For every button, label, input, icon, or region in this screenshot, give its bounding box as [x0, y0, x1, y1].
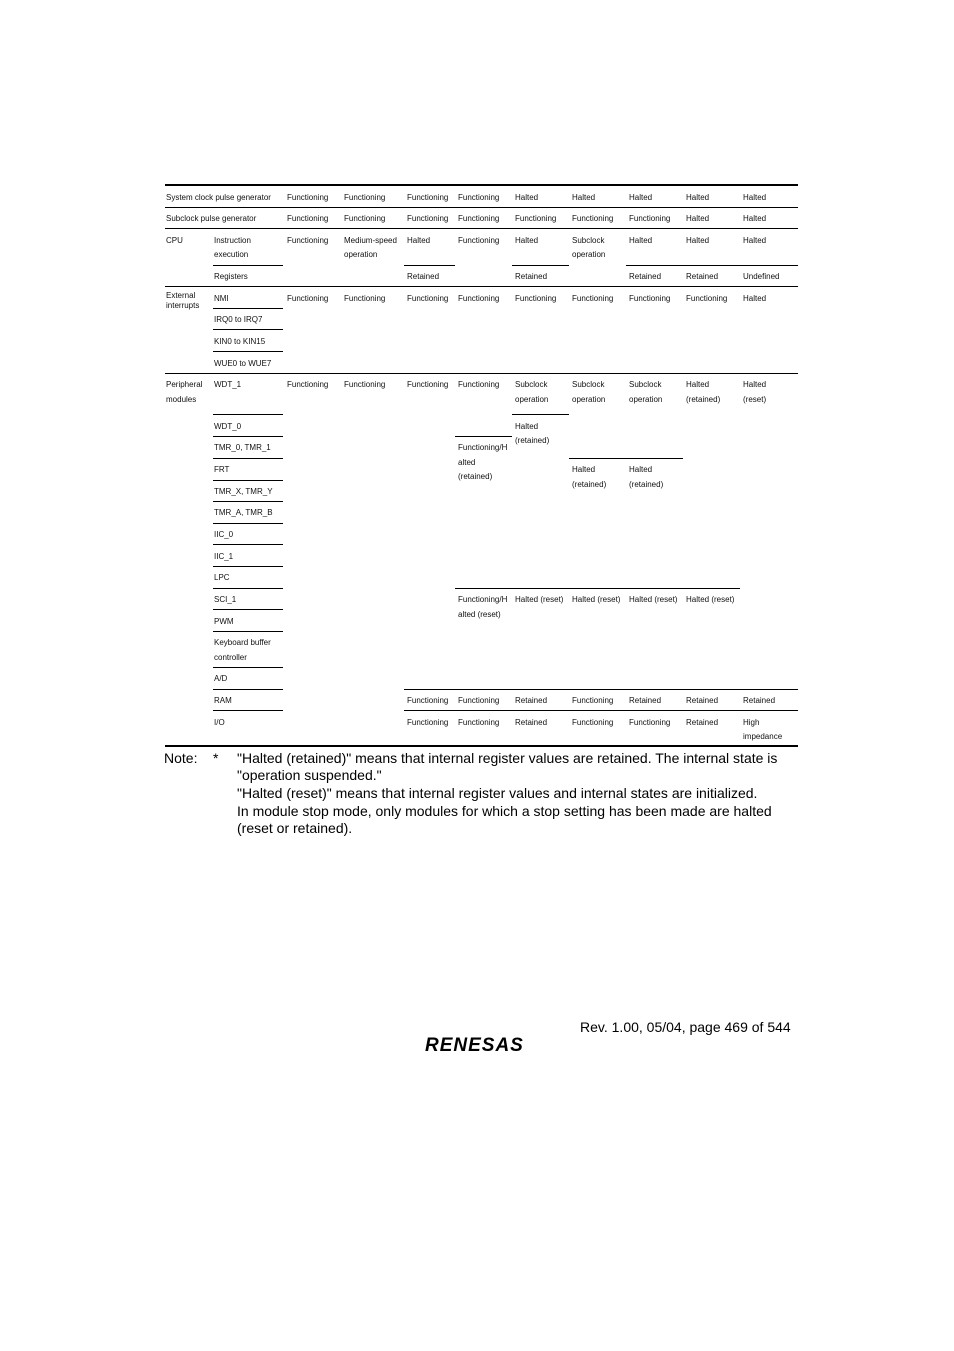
- cell: (reset): [743, 395, 767, 404]
- cell: Medium-speed: [344, 236, 397, 245]
- cell: Retained: [515, 696, 548, 705]
- cell: Subclock: [572, 380, 605, 389]
- cell: Halted: [686, 236, 710, 245]
- table-row-rule: [213, 588, 283, 589]
- table-row-rule: [213, 566, 283, 567]
- cell: Halted: [407, 236, 431, 245]
- cell: Functioning: [572, 718, 614, 727]
- cell: operation: [515, 395, 549, 404]
- table-row-rule: [213, 631, 283, 632]
- cell: Halted: [572, 193, 596, 202]
- cell: impedance: [743, 732, 783, 741]
- cell: Retained: [407, 272, 440, 281]
- cell: Subclock: [629, 380, 662, 389]
- cell: Functioning/H: [458, 595, 508, 604]
- cell: Functioning: [344, 380, 386, 389]
- cell: Functioning: [287, 294, 329, 303]
- cell: (retained): [515, 436, 550, 445]
- cell: Retained: [515, 718, 548, 727]
- table-row-rule: [213, 667, 283, 668]
- sub-label: LPC: [214, 573, 230, 582]
- cell: Functioning: [572, 214, 614, 223]
- sub-label: NMI: [214, 294, 229, 303]
- cell: Halted: [743, 214, 767, 223]
- cell: Halted: [743, 193, 767, 202]
- cell: Halted: [686, 380, 710, 389]
- cell: Functioning: [629, 214, 671, 223]
- note-line: "Halted (reset)" means that internal register values and internal states are initialized.: [237, 785, 758, 801]
- table-row-rule: [213, 351, 283, 352]
- cell: Functioning: [407, 696, 449, 705]
- cell: Undefined: [743, 272, 780, 281]
- cell: Functioning: [287, 214, 329, 223]
- cell: Functioning: [458, 696, 500, 705]
- cell: Halted: [743, 294, 767, 303]
- cell: Functioning: [287, 236, 329, 245]
- row-label: modules: [166, 395, 197, 404]
- cell: Retained: [629, 272, 662, 281]
- cell: Functioning: [458, 718, 500, 727]
- cell: Functioning: [629, 718, 671, 727]
- row-label: CPU: [166, 236, 183, 245]
- table-row-rule: [626, 265, 798, 266]
- sub-label: I/O: [214, 718, 225, 727]
- cell: Functioning: [515, 294, 557, 303]
- note-marker: *: [213, 750, 219, 766]
- sub-label: TMR_X, TMR_Y: [214, 487, 273, 496]
- cell: Functioning: [458, 214, 500, 223]
- cell: Functioning: [344, 294, 386, 303]
- cell: Subclock: [515, 380, 548, 389]
- cell: Functioning: [458, 236, 500, 245]
- cell: Functioning: [686, 294, 728, 303]
- row-label: Subclock pulse generator: [166, 214, 257, 223]
- table-row-rule: [213, 308, 283, 309]
- table-row-rule: [213, 458, 283, 459]
- cell: Functioning: [515, 214, 557, 223]
- cell: (retained): [686, 395, 721, 404]
- cell: alted (reset): [458, 610, 501, 619]
- cell: Functioning: [458, 380, 500, 389]
- sub-label: A/D: [214, 674, 228, 683]
- sub-label: SCI_1: [214, 595, 237, 604]
- cell: Functioning: [407, 294, 449, 303]
- table-row-rule: [213, 480, 283, 481]
- cell: (retained): [629, 480, 664, 489]
- cell: High: [743, 718, 760, 727]
- table-row-rule: [404, 265, 455, 266]
- note-line: (reset or retained).: [237, 820, 353, 836]
- cell: Halted (reset): [686, 595, 735, 604]
- cell: Halted: [743, 380, 767, 389]
- sub-label: KIN0 to KIN15: [214, 337, 266, 346]
- cell: Functioning: [572, 294, 614, 303]
- cell: Functioning: [287, 193, 329, 202]
- cell: Functioning: [458, 193, 500, 202]
- table-row-rule: [512, 414, 569, 415]
- sub-label: controller: [214, 653, 247, 662]
- table-row-rule: [165, 373, 798, 374]
- note-line: "Halted (retained)" means that internal register values are retained. The internal state is: [237, 750, 778, 766]
- cell: operation: [629, 395, 663, 404]
- table-row-rule: [213, 329, 283, 330]
- table-row-rule: [213, 609, 283, 610]
- cell: Functioning: [344, 214, 386, 223]
- cell: Halted: [686, 193, 710, 202]
- table-row-rule: [213, 523, 283, 524]
- cell: alted: [458, 458, 476, 467]
- cell: Functioning: [344, 193, 386, 202]
- cell: Halted: [572, 465, 596, 474]
- table-row-rule: [213, 544, 283, 545]
- cell: operation: [572, 250, 606, 259]
- cell: Halted (reset): [515, 595, 564, 604]
- cell: Subclock: [572, 236, 605, 245]
- cell: Halted (reset): [572, 595, 621, 604]
- sub-label: WDT_1: [214, 380, 242, 389]
- cell: Halted: [686, 214, 710, 223]
- sub-label: WDT_0: [214, 422, 242, 431]
- table-row-rule: [455, 588, 740, 589]
- note-label: Note:: [164, 750, 198, 766]
- cell: operation: [344, 250, 378, 259]
- row-label: Peripheral: [166, 380, 203, 389]
- table-row-rule: [455, 436, 512, 437]
- cell: Functioning: [572, 696, 614, 705]
- cell: Functioning: [407, 193, 449, 202]
- table-row-rule: [165, 207, 798, 208]
- table-row-rule: [569, 458, 683, 459]
- sub-label: PWM: [214, 617, 234, 626]
- table-row-rule: [213, 436, 283, 437]
- cell: (retained): [458, 472, 493, 481]
- cell: (retained): [572, 480, 607, 489]
- cell: Functioning: [287, 380, 329, 389]
- sub-label: IIC_1: [214, 552, 234, 561]
- sub-label: TMR_A, TMR_B: [214, 508, 273, 517]
- cell: Retained: [743, 696, 776, 705]
- sub-label: execution: [214, 250, 249, 259]
- page-info: Rev. 1.00, 05/04, page 469 of 544: [580, 1019, 791, 1035]
- cell: Halted: [743, 236, 767, 245]
- table-row-rule: [165, 286, 798, 287]
- row-label: interrupts: [166, 301, 200, 310]
- cell: Halted: [629, 236, 653, 245]
- sub-label: RAM: [214, 696, 232, 705]
- cell: Halted: [629, 193, 653, 202]
- sub-label: IIC_0: [214, 530, 234, 539]
- sub-label: TMR_0, TMR_1: [214, 443, 271, 452]
- cell: Functioning: [407, 718, 449, 727]
- sub-label: Instruction: [214, 236, 251, 245]
- table-bottom-rule: [165, 745, 798, 747]
- sub-label: FRT: [214, 465, 230, 474]
- cell: Functioning: [407, 380, 449, 389]
- note-line: In module stop mode, only modules for which a stop setting has been made are halted: [237, 803, 772, 819]
- sub-label: WUE0 to WUE7: [214, 359, 272, 368]
- table-row-rule: [165, 228, 798, 229]
- table-row-rule: [213, 265, 283, 266]
- cell: Retained: [515, 272, 548, 281]
- table-row-rule: [404, 710, 798, 711]
- cell: operation: [572, 395, 606, 404]
- cell: Functioning: [458, 294, 500, 303]
- sub-label: IRQ0 to IRQ7: [214, 315, 263, 324]
- row-label: System clock pulse generator: [166, 193, 271, 202]
- cell: Halted: [515, 236, 539, 245]
- cell: Halted: [629, 465, 653, 474]
- table-row-rule: [512, 265, 569, 266]
- sub-label: Keyboard buffer: [214, 638, 271, 647]
- renesas-logo: [423, 1032, 543, 1061]
- sub-label: Registers: [214, 272, 248, 281]
- table-row-rule: [213, 689, 283, 690]
- cell: Retained: [686, 696, 719, 705]
- table-row-rule: [213, 501, 283, 502]
- cell: Halted: [515, 193, 539, 202]
- svg-text:RENESAS: RENESAS: [425, 1035, 524, 1056]
- cell: Retained: [686, 272, 719, 281]
- table-top-rule: [165, 184, 798, 186]
- table-row-rule: [213, 414, 283, 415]
- cell: Retained: [686, 718, 719, 727]
- cell: Functioning/H: [458, 443, 508, 452]
- cell: Functioning: [407, 214, 449, 223]
- cell: Retained: [629, 696, 662, 705]
- cell: Halted (reset): [629, 595, 678, 604]
- cell: Functioning: [629, 294, 671, 303]
- row-label: External: [166, 291, 196, 300]
- table-row-rule: [213, 710, 283, 711]
- note-line: "operation suspended.": [237, 767, 382, 783]
- table-row-rule: [404, 689, 798, 690]
- cell: Halted: [515, 422, 539, 431]
